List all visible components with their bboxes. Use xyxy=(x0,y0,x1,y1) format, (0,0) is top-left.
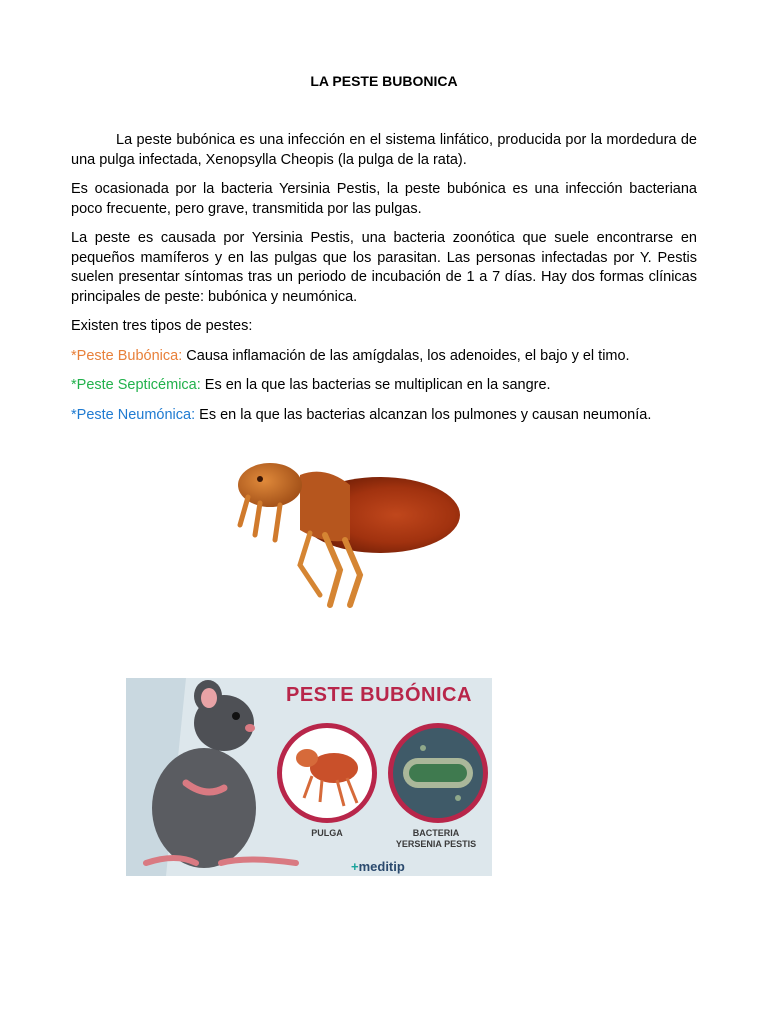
pulga-circle xyxy=(277,723,377,823)
type-desc: Es en la que las bacterias alcanzan los pulmones y causan neumonía. xyxy=(195,406,652,423)
infographic-title: PESTE BUBÓNICA xyxy=(286,684,472,706)
rat-illustration xyxy=(126,678,301,876)
page-title: LA PESTE BUBONICA xyxy=(310,73,458,89)
type-desc: Es en la que las bacterias se multiplican en la sangre. xyxy=(200,377,551,393)
bacteria-label-line2: YERSENIA PESTIS xyxy=(395,839,477,849)
bacteria-circle xyxy=(388,723,488,823)
peste-infographic xyxy=(126,678,492,876)
type-item-septicemica xyxy=(71,376,697,396)
brand-name: meditip xyxy=(358,859,405,874)
plus-icon: + xyxy=(351,859,359,874)
type-name: *Peste Bubónica: xyxy=(71,347,183,364)
bacteria-label xyxy=(376,828,492,850)
pulga-label: PULGA xyxy=(311,828,343,838)
paragraph-3: La peste es causada por Yersinia Pestis, una bacteria zoonótica que suele encontrarse en pequeños mamíferos y en las pulgas que los parasitan. Las personas infectadas por Y. Pestis suelen presentar síntomas tras un periodo de incubación de 1 a 7 días. Hay dos formas clínicas principales de peste: bubónica y neumónica. xyxy=(71,230,697,305)
paragraph-1: La peste bubónica es una infección en el sistema linfático, producida por la mordedura de una pulga infectada, Xenopsylla Cheopis (la pulga de la rata). xyxy=(71,132,697,168)
paragraph-4: Existen tres tipos de pestes: xyxy=(71,318,253,334)
type-item-bubonica xyxy=(71,347,697,367)
flea-icon xyxy=(282,728,372,818)
paragraph-2: Es ocasionada por la bacteria Yersinia Pestis, la peste bubónica es una infección bacteriana poco frecuente, pero grave, transmitida por las pulgas. xyxy=(71,181,697,217)
type-name: *Peste Septicémica: xyxy=(71,377,201,393)
meditip-logo xyxy=(351,859,405,874)
document-body xyxy=(71,131,697,435)
type-desc: Causa inflamación de las amígdalas, los adenoides, el bajo y el timo. xyxy=(182,347,630,364)
bacteria-icon xyxy=(393,728,483,818)
type-name: *Peste Neumónica: xyxy=(71,406,196,423)
bacteria-label-line1: BACTERIA xyxy=(412,828,460,838)
flea-image xyxy=(230,445,470,610)
type-item-neumonica xyxy=(71,406,697,426)
